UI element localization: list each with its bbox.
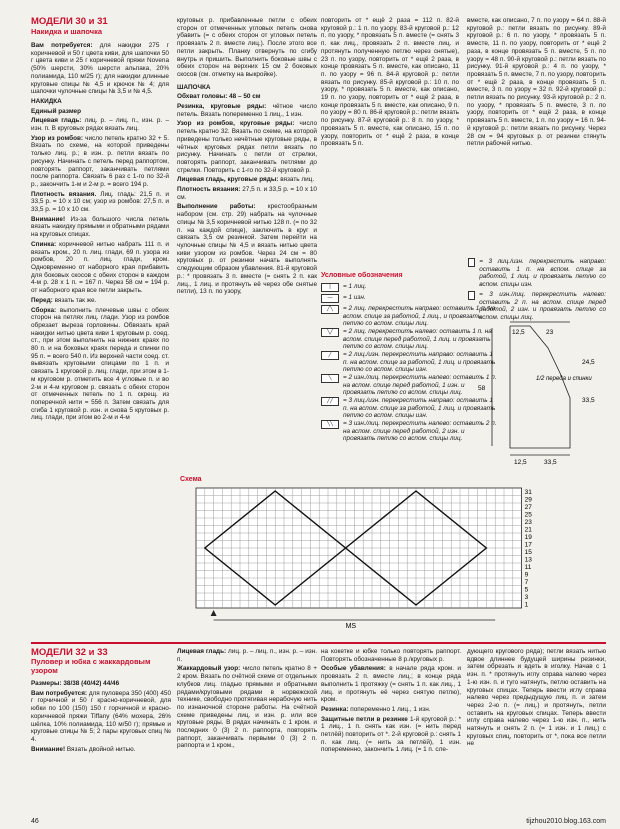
side-label: 24,5 [582, 359, 595, 366]
cross-3-left-icon: ╲╲ [321, 420, 339, 429]
row-number: 9 [524, 571, 529, 579]
bottom-label: 12,5 [514, 459, 527, 466]
width-label: 23 [546, 329, 554, 336]
schema-title: Схема [180, 476, 202, 483]
row-number: 3 [524, 594, 529, 601]
legend-item: | = 1 лиц. [321, 283, 498, 292]
cross-left-icon: ╲╱ [321, 328, 339, 337]
column-4: вместе, как описано, 7 п. по узору = 64 п. 88-й круговой р.: петли вязать по рисунку. 89-й круговой р.: 6 п. по узору, * провязать 5 п. вместе, 11 п. по узору, повторить от * ещё 2 раза, в конце провязать 5 п. вместе, 5 п. по узору = 48 п. 90-й круговой р.: петли вязать по рисунку. 91-й круговой р.: 4 п. по узору, * провязать 5 п. вместе, 7 п. по узору, повторить от * ещё 2 раза, в конце провязать 5 п. вместе, 3 п. по узору = 32 п. 92-й круговой р.: петли вязать по рисунку. 93-й круговой р.: 2 п. по узору, * провязать 5 п. вместе, 3 п. по узору, повторить от * ещё 2 раза, в конце провязать 5 п. вместе, 1 п. по узору = 16 п. 94-й круговой р.: петли вязать по рисунку. Через 28 см = 94 круговых р. от резинки стянуть петли рабочей нитью. [467, 17, 606, 148]
legend-title: Условные обозначения [321, 272, 403, 279]
height-label: 58 [478, 385, 486, 392]
row-number: 21 [524, 526, 532, 534]
page-number: 46 [31, 818, 39, 825]
row-number: 5 [524, 586, 529, 594]
width-label: 12,5 [512, 329, 525, 336]
row-number: 27 [524, 504, 532, 511]
legend-item: ╱╲ = 2 лиц. перекрестить направо: оставить 1 п. на вспом. спице за работой, 1 лиц., и провязать петлю со вспом. спицы лиц. [321, 305, 498, 328]
row-number: 7 [524, 579, 529, 586]
legend-item: ╱╱ = 3 лиц./изн. перекрестить направо: оставить 1 п. на вспом. спице за работой, 1 лиц. и провязать петлю со вспом. спицы изн. [321, 397, 498, 420]
cross-3-left-icon [468, 291, 475, 300]
side-label: 33,5 [582, 397, 595, 404]
start-arrow-icon [211, 610, 217, 616]
legend-item: ╱ = 2 лиц./изн. перекрестить направо: оставить 1 п. на вспом. спице за работой, 1 лиц. и провязать петлю со вспом. спицы изн. [321, 351, 498, 374]
cross-3-right-icon [468, 258, 475, 267]
row-number: 15 [524, 549, 532, 556]
model-title-30-31: МОДЕЛИ 30 и 31 Накидка и шапочка [31, 16, 108, 36]
column-s2-4: дующего кругового ряда); петли вязать нитью вдвое длиннее будущей ширины резинки, затем обрезать и вдеть в иголку. Начав с 1 изн. п. * протянуть иглу справа налево через 1-ю изн. п. и туго натянуть, петлю оставить на круговых спицах. Теперь ввести иглу справа налево через предыдущую лиц. п. и затем через 2-ю п. (= лиц.) и протянуть, петли оставить на круговых спицах. Теперь ввести иглу справа налево через 1-ю изн. п., нить натянуть и снять 2 п. (= 1 изн. и 1 лиц.) с круговых спиц, повторить от *, пока все петли не [467, 648, 606, 748]
purl-symbol-icon: — [321, 294, 339, 303]
column-1: Вам потребуется: для накидки 275 г коричневой и 50 г цвета киви, для шапочки 50 г цвета киви и 25 г коричневой пряжи Novena (50% шерсти, 30% шерсти альпака, 20% полиамида, 110 м/25 г); для накидки длинные круговые спицы № 4,5 и крючок № 4; для шапочки чулочные спицы № 3,5 и № 4,5. НАКИДКА Единый размер Лицевая гладь: лиц. р. – лиц. п., изн. р. – изн. п. В круговых рядах вязать лиц. Узор из ромбов: число петель кратно 32 + 5. Вязать по схеме, на которой приведены только лиц. р.; в изн. р. петли вязать по рисунку. Начинать с петель перед раппортом, повторять раппорт, заканчивать петлями после раппорта. Связать 6 раз с 1-го по 32-й р., закончить 1-м и 2-м р. = всего 194 р. Плотность вязания. Лиц. гладь: 21,5 п. и 33,5 р. = 10 х 10 см; узор из ромбов: 27,5 п. и 33,5 р. = 10 х 10 см. Внимание! Из-за большого числа петель вязать накидку прямыми и обратными рядами на круговых спицах. Спинка: коричневой нитью набрать 111 п. и вязать кром., 20 п. лиц. глади, 69 п. узора из ромбов, 20 п. лиц. глади, кром. Одновременно от наборного края прибавить для боковых скосов с обеих сторон в каждом 4-м р. 28 х 1 п. = 167 п. Через 58 см = 194 р. от наборного края все петли закрыть. Перед: вязать так же. Сборка: выполнить плечевые швы с обеих сторон на петлях лиц. глади. Узор из ромбов обрезает выреза горловины. Обвязать край накидки нитью цвета киви 1 круговым р. соед. ст., при этом выполнить на нижних краях по 80 п. и на боковых краях переда и спинки по 95 п. = всего 540 п. Из верхней части соед. ст. вывязать круговыми спицами по 1 п. и связать 1 круговой р. лиц. глади, при этом в 1-м круговом р. отметить все 4 угловые п. и во 2-м и 4-м круговом р. связать с обеих сторон от отмеченных петель по 1 п. скрещ. из поперечной нити = 556 п. Затем связать для сгиба 1 круговой р. изн. и снова 5 круговых р. лиц. глади, при этом во 2-м и 4-м [31, 42, 169, 422]
cross-right-icon: ╱╲ [321, 305, 339, 314]
knit-symbol-icon: | [321, 283, 339, 292]
section-heading-nakidka: НАКИДКА [31, 97, 62, 105]
ms-label: MS [345, 623, 357, 630]
piece-label: 1/2 переда и спинки [536, 376, 592, 382]
legend-item: ╲ = 2 изн./лиц. перекрестить налево: оставить 1 п. на вспом. спице перед работой, 1 изн. и провязать петлю со вспом. спицы лиц. [321, 374, 498, 397]
row-number: 11 [524, 564, 532, 571]
pattern-diagram [470, 318, 610, 468]
row-number: 17 [524, 541, 532, 549]
section-heading-shapochka: ШАПОЧКА [177, 83, 211, 91]
row-number: 23 [524, 519, 532, 526]
legend-item: ╲╲ = 3 изн./лиц. перекрестить налево: оставить 2 п. на вспом. спице перед работой, 2 изн. и провязать петлю со вспом. спицы лиц. [321, 420, 498, 443]
source-watermark: tijzhou2010.blog.163.com [526, 818, 606, 825]
row-number: 13 [524, 556, 532, 564]
column-3: повторить от * ещё 2 раза = 112 п. 82-й круговой р.: 1 п. по узору. 83-й круговой р.: 12 п. по узору, * провязать 5 п. вместе (= снять 3 п. как лиц., провязать 2 п. вместе лиц. и протянуть полученную петлю через снятые), 23 п. по узору, повторить от * ещё 2 раза, в конце провязать 5 п. вместе, как описано, 11 п. по узору = 96 п. 84-й круговой р.: петли вязать по рисунку. 85-й круговой р.: 10 п. по узору, * провязать 5 п. вместе, как описано, 19 п. по узору, повторить от * ещё 2 раза, в конце провязать 5 п. вместе, как описано, 9 п. по узору = 80 п. 86-й круговой р.: петли вязать по рисунку. 87-й круговой р.: 8 п. по узору, * провязать 5 п. вместе, как описано, 15 п. по узору, повторить от * ещё 2 раза, в конце провязать 5 п. [321, 17, 459, 148]
legend-extra: = 3 лиц./изн. перекрестить направо: оставить 1 п. на вспом. спице за работой, 1 лиц. и провязать петлю со вспом. спицы изн. = 3 изн./лиц. перекрестить налево: оставить 2 п. на вспом. спице перед работой, 2 изн. и провязать петлю со вспом. спицы лиц. [468, 258, 606, 322]
cross-knit-purl-right-icon: ╱ [321, 351, 339, 360]
legend-item: ╲╱ = 2 лиц. перекрестить налево: оставить 1 п. на вспом. спице перед работой, 1 лиц. и провязать петлю со вспом. спицы лиц. [321, 328, 498, 351]
column-2: круговых р. прибавленные петли с обеих сторон от отмеченных угловых петель снова убавить (= с обеих сторон от угловых петель провязать 2 п. вместе лиц.). После этого все петли закрыть. Планку отвернуть по сгибу внутрь и пришить. Выполнить боковые швы с обеих сторон на верхних 15 см 2 боковых скосов (см. отметку на выкройке). ШАПОЧКА Обхват головы: 48 – 50 см Резинка, круговые ряды: чётное число петель. Вязать попеременно 1 лиц., 1 изн. Узор из ромбов, круговые ряды: число петель кратно 32. Вязать по схеме, на которой приведены только нечётные круговые ряды, в чётных круговых рядах петли вязать по рисунку. Начинать с петли от стрелки, повторять раппорт, заканчивать петлями до стрелки. Повторить с 1-го по 32-й круговой р. Лицевая гладь, круговые ряды: вязать лиц. Плотность вязания: 27,5 п. и 33,5 р. = 10 х 10 см. Выполнение работы: крестообразным набором (см. стр. 29) набрать на чулочные спицы № 3,5 коричневой нитью 128 п. (= по 32 п. на каждой спице), заключить в круг и связать 3,5 см резинкой. Затем перейти на чулочные спицы № 4,5 и вязать нитью цвета киви узором из ромбов. Через 24 см = 80 круговых р. от резинки начать выполнять следующим образом убавления. 81-й круговой р.: * провязать 3 п. вместе (= снять 2 п. как лиц., 1 лиц. и протянуть её через обе снятые петли), 13 п. по узору, [177, 17, 317, 296]
legend-item: — = 1 изн. [321, 294, 498, 303]
row-number: 1 [524, 601, 529, 609]
row-number: 19 [524, 534, 532, 541]
cross-3-right-icon: ╱╱ [321, 397, 339, 406]
row-number: 25 [524, 511, 532, 519]
cross-purl-knit-left-icon: ╲ [321, 374, 339, 383]
column-s2-3: на кокетке и юбке только повторять раппорт. Повторять обозначенные 8 р./круговых р. Особые убавления: в начале ряда кром. и провязать 2 п. вместе лиц.; в конце ряда выполнить 1 протяжку (= снять 1 п. как лиц., 1 лиц. и протянуть её через снятую петлю), кром. Резинка: попеременно 1 лиц., 1 изн. Защитные петли в резинке 1-й круговой р.: * 1 лиц., 1 п. снять как изн. (= нить перед петлёй) повторить от *. 2-й круговой р.: снять 1 п. как лиц. (= нить за петлёй), 1 изн. попеременно, закончить 1 лиц. (= 1 п. сле- [321, 648, 461, 754]
column-s2-2: Лицевая гладь: лиц. р. – лиц. п., изн. р. – изн. п. Жаккардовый узор: число петель кратно 8 + 2 кром. Вязать по счётной схеме от отдельных клубков лиц. гладью прямыми и обратными рядами/круговыми рядами в норвежской технике, свободно протягивая нерабочую нить по изнаночной стороне работы. На счётной схеме приведены лиц. и изн. р. или все круговые ряды. В рядах начинать с 1 кром. и последних 0 (3) 2 п. раппорта, повторять раппорт, заканчивать первыми 0 (3) 2 п. раппорта и 1 кром., [177, 648, 317, 750]
section-divider [31, 642, 606, 644]
knitting-chart [180, 486, 550, 632]
bottom-label: 33,5 [544, 459, 557, 466]
half-front-back-outline [510, 326, 570, 448]
row-number: 29 [524, 496, 532, 504]
column-s2-1: Размеры: 38/38 (40/42) 44/46 Вам потребуется: для пуловера 350 (400) 450 г горчичной и 50 г красно-коричневой, для юбки по 100 (150) 150 г горчичной и красно-коричневой пряжи Tiffany (64% мохера, 26% шёлка, 10% полиамида, 110 м/50 г); прямые и круговые спицы № 5; 2 пары круговых спиц № 4. Внимание! Вязать двойной нитью. [31, 680, 171, 753]
model-title-32-33: МОДЕЛИ 32 и 33 Пуловер и юбка с жаккардовым узором [31, 647, 151, 675]
row-number: 31 [524, 489, 532, 496]
